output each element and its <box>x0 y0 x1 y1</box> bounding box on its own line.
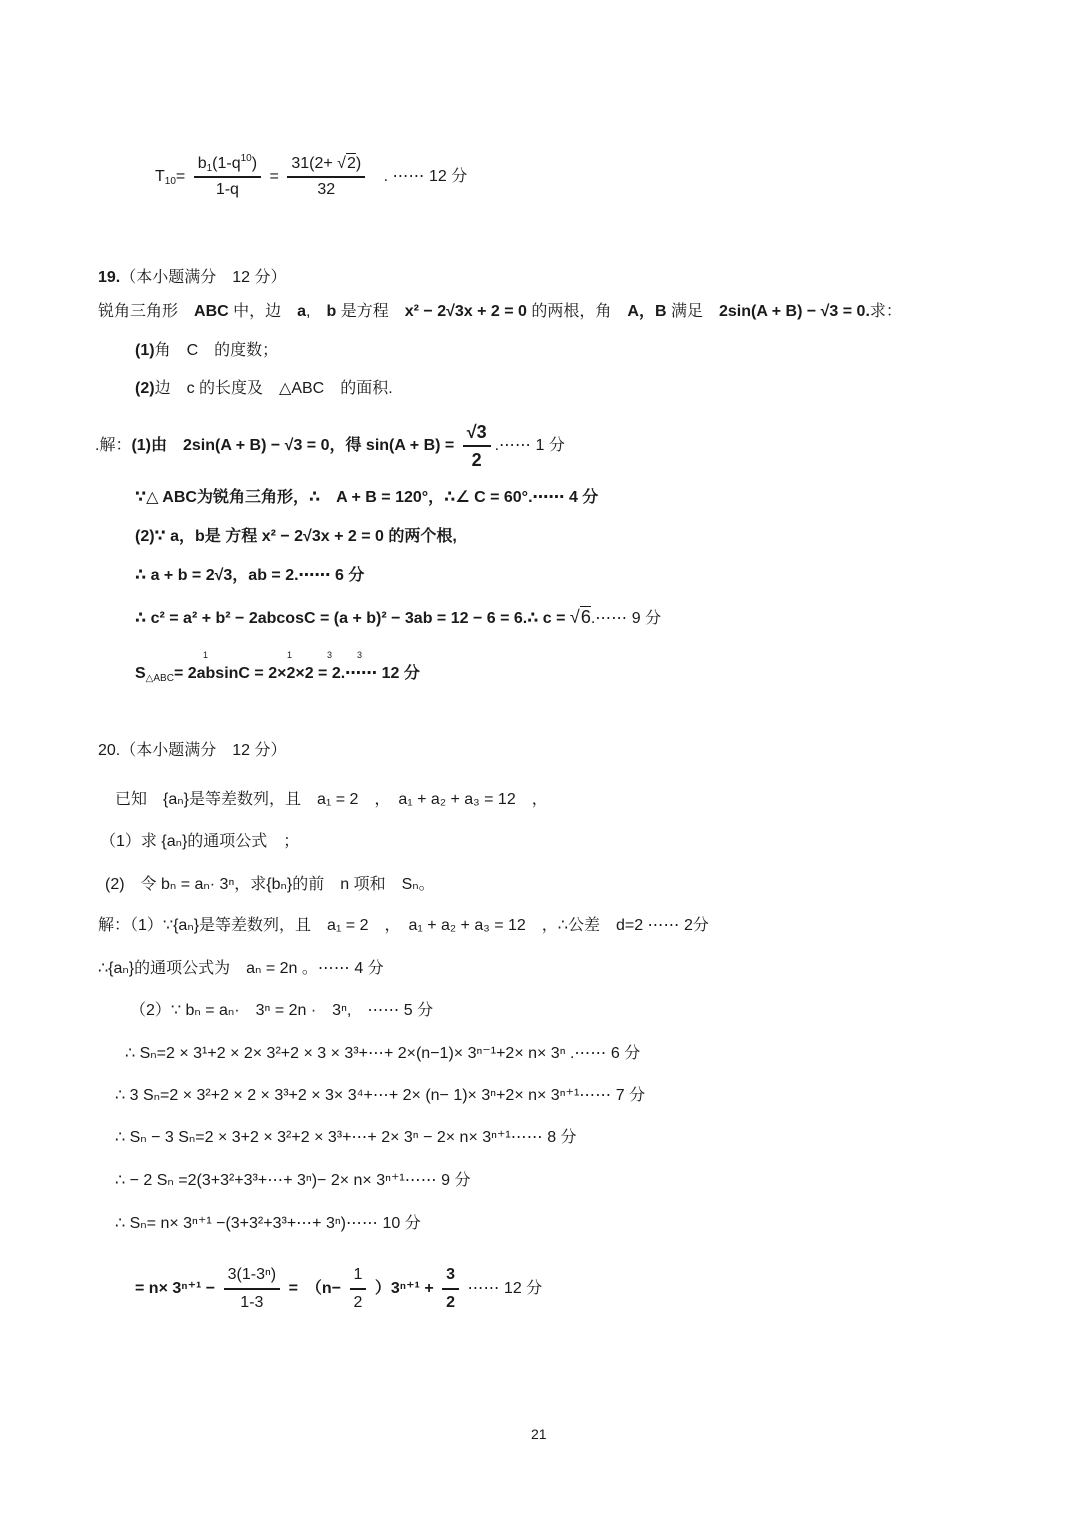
fraction-numerator: 3 <box>327 650 333 660</box>
q19-part-1: (1)角 C 的度数； <box>135 342 279 359</box>
q20-part-1: （1）求 {aₙ}的通项公式 ； <box>100 833 300 850</box>
page-number: 21 <box>531 1426 547 1442</box>
t10-fraction-1: $\frac{b_1(1-q^{10})}{1-q}$ <box>194 154 261 200</box>
q20-solution-2f: ∴ Sₙ= n× 3ⁿ⁺¹ −(3+3²+3³+⋯+ 3ⁿ)⋯⋯ 10 分 <box>115 1215 421 1232</box>
q20-stem: 已知 {aₙ}是等差数列，且 a₁ = 2 ， a₁ + a₂ + a₃ = 12 ， <box>115 791 548 808</box>
fraction-three-halves: $\frac{3}{2}$ <box>442 1264 459 1314</box>
fraction-half: $\frac{1}{2}$ <box>350 1264 367 1314</box>
q19-part-2: (2)边 c 的长度及 △ABC 的面积. <box>135 380 393 397</box>
q19-solution-1: .解：(1)由 2sin(A + B) − √3 = 0，得 sin(A + B) = $\frac{√3}{2}$ .⋯⋯ 1 分 <box>95 421 565 470</box>
q19-header: 19.（本小题满分 12 分） <box>98 269 287 286</box>
fraction-numerator: 1 <box>287 650 293 660</box>
q19-solution-2d: $S_{\triangle ABC}= 2absinC = 2\times 2\times 2$ = 2.⋯⋯ 12 分 <box>135 665 420 684</box>
q20-solution-2d: ∴ Sₙ − 3 Sₙ=2 × 3+2 × 3²+2 × 3³+⋯+ 2× 3ⁿ − 2× n× 3ⁿ⁺¹⋯⋯ 8 分 <box>115 1129 577 1146</box>
t10-lhs: $T_{10}=$ <box>155 168 186 187</box>
q19-solution-2c: ∴ c² = a² + b² − 2abcosC = (a + b)² − 3ab = 12 − 6 = 6.∴ c = √6.⋯⋯ 9 分 <box>135 607 662 627</box>
t10-fraction-2: $\frac{31(2+ √2)}{32}$ <box>287 153 365 200</box>
q20-solution-2b: ∴ Sₙ=2 × 3¹+2 × 2× 3²+2 × 3 × 3³+⋯+ 2×(n−1)× 3ⁿ⁻¹+2× n× 3ⁿ .⋯⋯ 6 分 <box>125 1045 641 1062</box>
q20-solution-2c: ∴ 3 Sₙ=2 × 3²+2 × 2 × 3³+2 × 3× 3⁴+⋯+ 2× (n− 1)× 3ⁿ+2× n× 3ⁿ⁺¹⋯⋯ 7 分 <box>115 1087 646 1104</box>
fraction-numerator: 3 <box>357 650 363 660</box>
fraction-numerator: 1 <box>203 650 209 660</box>
q19-solution-1b: ∵△ ABC为锐角三角形，∴ A + B = 120°，∴∠ C = 60°.⋯⋯ 4 分 <box>135 489 599 506</box>
q20-solution-2g: = n× 3ⁿ⁺¹ − $\frac{\text{3(1-3ⁿ)}}{1-3}$ = （n− $\frac{1}{2}$ ）3ⁿ⁺¹ + $\frac{3}{2}$ ⋯⋯ 12 分 <box>135 1262 542 1316</box>
q20-solution-2e: ∴ − 2 Sₙ =2(3+3²+3³+⋯+ 3ⁿ)− 2× n× 3ⁿ⁺¹⋯⋯ 9 分 <box>115 1172 471 1189</box>
q19-solution-2b: ∴ a + b = 2√3，ab = 2.⋯⋯ 6 分 <box>135 567 365 584</box>
fraction: $\frac{\text{3(1-3ⁿ)}}{1-3}$ <box>224 1264 281 1314</box>
sqrt3-over-2: $\frac{√3}{2}$ <box>463 421 491 471</box>
t10-formula: $T_{10}=$ $\frac{b_1(1-q^{10})}{1-q}$ = $\frac{31(2+ √2)}{32}$ . ⋯⋯ 12 分 <box>155 152 468 199</box>
q20-solution-1b: ∴{aₙ}的通项公式为 aₙ = 2n 。⋯⋯ 4 分 <box>98 960 384 977</box>
q20-part-2: (2) 令 bₙ = aₙ· 3ⁿ，求{bₙ}的前 n 项和 Sₙ。 <box>105 876 435 893</box>
q19-solution-2a: (2)∵ a，b是 方程 x² − 2√3x + 2 = 0 的两个根, <box>135 528 457 545</box>
score: . ⋯⋯ 12 分 <box>383 168 468 185</box>
q19-stem: 锐角三角形 ABC 中，边 a, b 是方程 x² − 2√3x + 2 = 0 的两根，角 A，B 满足 2sin(A + B) − √3 = 0.求： <box>98 303 902 320</box>
q20-header: 20.（本小题满分 12 分） <box>98 742 287 759</box>
q20-solution-2a: （2）∵ bₙ = aₙ· 3ⁿ = 2n · 3ⁿ, ⋯⋯ 5 分 <box>130 1002 434 1019</box>
q20-solution-1: 解：（1）∵{aₙ}是等差数列，且 a₁ = 2 ， a₁ + a₂ + a₃ = 12 ，∴公差 d=2 ⋯⋯ 2分 <box>98 917 709 934</box>
